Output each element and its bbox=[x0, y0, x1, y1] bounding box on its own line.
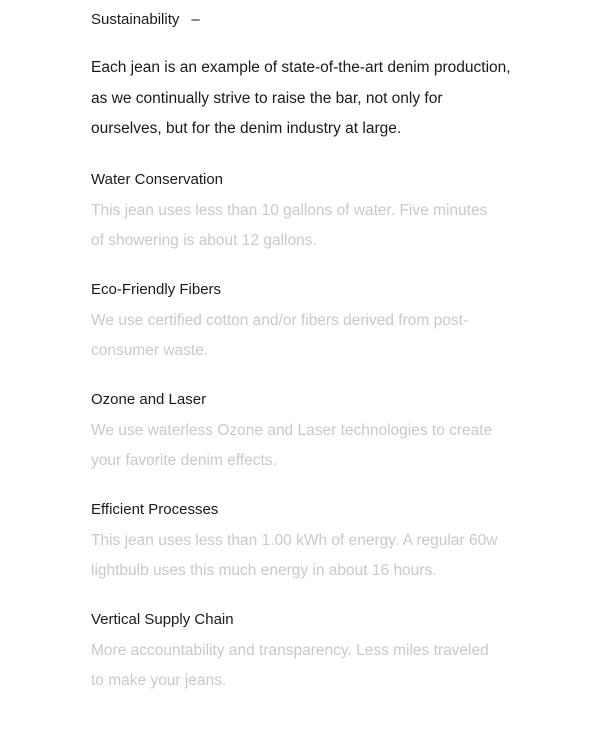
feature-title: Vertical Supply Chain bbox=[91, 610, 234, 628]
collapse-icon[interactable]: – bbox=[191, 11, 200, 28]
feature-title: Eco-Friendly Fibers bbox=[91, 280, 222, 298]
feature-ozone-and-laser bbox=[91, 390, 531, 477]
feature-title: Ozone and Laser bbox=[91, 390, 207, 408]
feature-description: This jean uses less than 1.00 kWh of energy. A regular 60w lightbulb uses this much energy in about 16 hours. bbox=[91, 531, 498, 579]
feature-title: Water Conservation bbox=[91, 170, 223, 188]
section-title: Sustainability bbox=[91, 11, 180, 28]
intro-text: Each jean is an example of state-of-the-art denim production, as we continually strive to raise the bar, not only for ourselves, but for the denim industry at large. bbox=[91, 59, 511, 137]
feature-title: Efficient Processes bbox=[91, 500, 219, 518]
feature-vertical-supply-chain bbox=[91, 610, 531, 697]
feature-efficient-processes bbox=[91, 500, 531, 587]
sustainability-accordion-header[interactable] bbox=[91, 0, 531, 40]
feature-description: This jean uses less than 10 gallons of water. Five minutes of showering is about 12 gallons. bbox=[91, 201, 488, 249]
feature-eco-friendly-fibers bbox=[91, 280, 531, 367]
sustainability-panel bbox=[91, 0, 531, 697]
feature-description: We use certified cotton and/or fibers derived from post-consumer waste. bbox=[91, 311, 469, 359]
feature-water-conservation bbox=[91, 170, 531, 257]
feature-description: We use waterless Ozone and Laser technologies to create your favorite denim effects. bbox=[91, 421, 493, 469]
feature-description: More accountability and transparency. Less miles traveled to make your jeans. bbox=[91, 641, 489, 689]
